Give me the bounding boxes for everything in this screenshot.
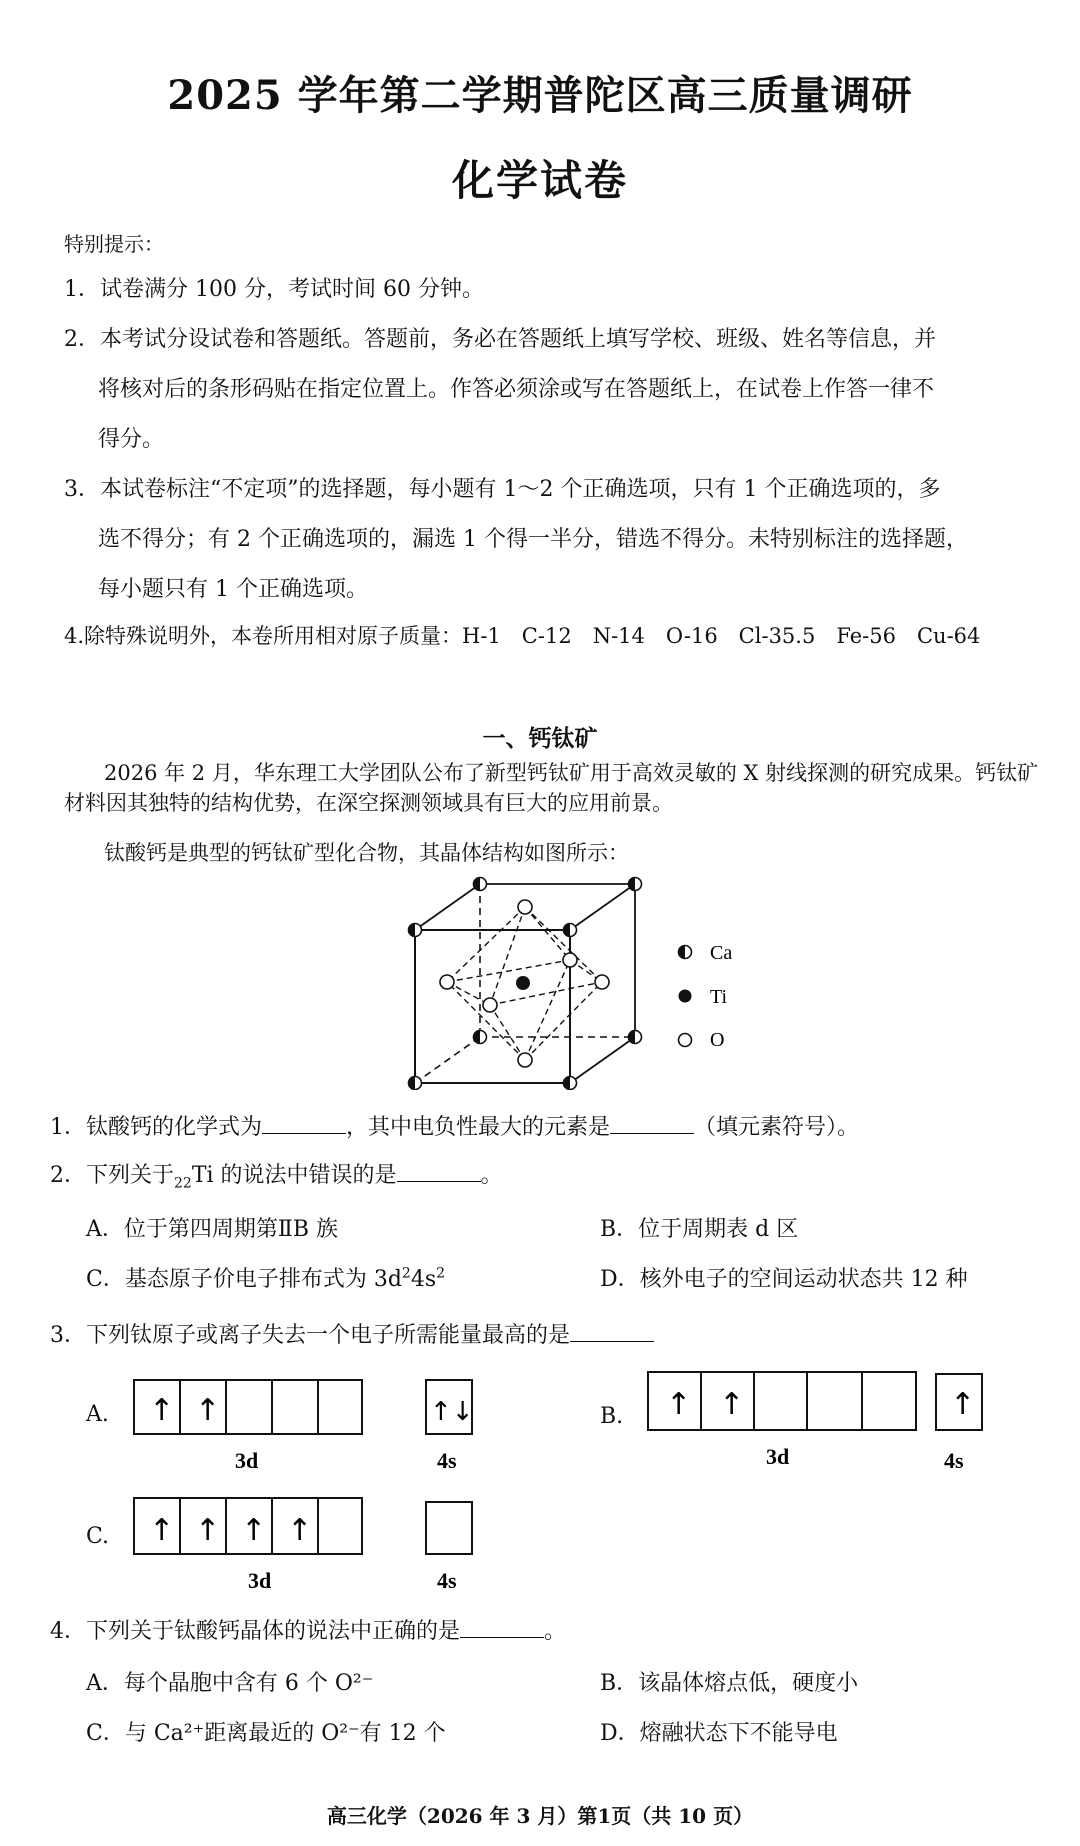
q3-option-c-label[interactable]: C. <box>86 1524 110 1549</box>
label-4s: 4s <box>437 1448 457 1473</box>
question-4: 4．下列关于钛酸钙晶体的说法中正确的是 。 <box>50 1619 567 1644</box>
note-item-3-line1: 3．本试卷标注“不定项”的选择题，每小题有 1～2 个正确选项，只有 1 个正确选项的，多 <box>64 477 941 502</box>
note-item-2-line3: 得分。 <box>98 427 165 452</box>
q3-option-c-diagram <box>130 1494 490 1594</box>
label-3d: 3d <box>235 1448 259 1473</box>
up-arrow: ↑ <box>666 1387 692 1422</box>
note-item-2-line1: 2．本考试分设试卷和答题纸。答题前，务必在答题纸上填写学校、班级、姓名等信息，并 <box>64 327 937 352</box>
question-3: 3．下列钛原子或离子失去一个电子所需能量最高的是 <box>50 1318 654 1349</box>
label-3d: 3d <box>766 1444 790 1469</box>
o-atom <box>440 975 454 989</box>
legend-ca-symbol <box>679 946 692 959</box>
q3-option-a-label[interactable]: A. <box>86 1402 109 1427</box>
up-arrow: ↑ <box>195 1513 221 1548</box>
legend-ti-symbol <box>679 990 692 1003</box>
q2-option-d[interactable]: D．核外电子的空间运动状态共 12 种 <box>600 1267 968 1292</box>
page-footer: 高三化学（2026 年 3 月）第1页（共 10 页） <box>326 1804 754 1828</box>
q4-option-a[interactable]: A．每个晶胞中含有 6 个 O²⁻ <box>86 1671 374 1696</box>
up-arrow: ↑ <box>241 1513 267 1548</box>
note-item-4: 4.除特殊说明外，本卷所用相对原子质量：H-1 C-12 N-14 O-16 Cl-35.5 Fe-56 Cu-64 <box>64 624 981 648</box>
o-atom <box>518 900 532 914</box>
up-arrow: ↑ <box>719 1387 745 1422</box>
question-2: 2．下列关于$_{22}$Ti 的说法中错误的是 。 <box>50 1163 503 1192</box>
legend-ca-label: Ca <box>710 942 733 964</box>
answer-blank[interactable] <box>262 1115 346 1134</box>
legend-o-symbol <box>679 1034 692 1047</box>
answer-blank[interactable] <box>460 1619 544 1638</box>
note-item-3-line2: 选不得分；有 2 个正确选项的，漏选 1 个得一半分，错选不得分。未特别标注的选择题， <box>98 527 968 552</box>
answer-blank[interactable] <box>570 1323 654 1342</box>
cube-edge <box>570 884 635 930</box>
q4-option-c[interactable]: C．与 Ca²⁺距离最近的 O²⁻有 12 个 <box>86 1721 446 1746</box>
q2-option-c[interactable]: C．基态原子价电子排布式为 $3d^24s^2$ <box>86 1265 446 1292</box>
answer-blank[interactable] <box>397 1163 481 1182</box>
q2-option-a[interactable]: A．位于第四周期第ⅡB 族 <box>86 1217 339 1242</box>
q3-option-b-label[interactable]: B. <box>600 1404 624 1429</box>
up-arrow: ↑ <box>149 1393 175 1428</box>
cube-edge <box>570 1037 635 1083</box>
cube-edge-hidden <box>415 1037 480 1083</box>
o-atom <box>563 953 577 967</box>
exam-title: 2025 学年第二学期普陀区高三质量调研 <box>167 72 913 119</box>
updown-arrow: ↑↓ <box>430 1397 474 1427</box>
o-atom <box>518 1053 532 1067</box>
q4-option-b[interactable]: B．该晶体熔点低，硬度小 <box>600 1671 859 1696</box>
q3-option-b-diagram <box>644 1368 1004 1476</box>
q2-option-b[interactable]: B．位于周期表 d 区 <box>600 1217 799 1242</box>
label-4s: 4s <box>944 1448 964 1473</box>
label-4s: 4s <box>437 1568 457 1593</box>
note-item-3-line3: 每小题只有 1 个正确选项。 <box>98 577 368 602</box>
intro-paragraph: 2026 年 2 月，华东理工大学团队公布了新型钙钛矿用于高效灵敏的 X 射线探测的研究成果。钙钛矿材料因其独特的结构优势，在深空探测领域具有巨大的应用前景。 <box>64 761 1039 816</box>
crystal-structure-diagram <box>390 870 770 1090</box>
question-1: 1．钛酸钙的化学式为 ，其中电负性最大的元素是 （填元素符号）。 <box>50 1115 860 1140</box>
up-arrow: ↑ <box>149 1513 175 1548</box>
subject-title: 化学试卷 <box>451 156 628 205</box>
o-atom <box>483 998 497 1012</box>
up-arrow: ↑ <box>950 1387 976 1422</box>
structure-intro: 钛酸钙是典型的钙钛矿型化合物，其晶体结构如图所示： <box>104 841 629 865</box>
note-item-1: 1．试卷满分 100 分，考试时间 60 分钟。 <box>64 277 484 302</box>
answer-blank[interactable] <box>610 1115 694 1134</box>
q3-option-a-diagram <box>130 1376 490 1476</box>
up-arrow: ↑ <box>195 1393 221 1428</box>
legend-o-label: O <box>710 1029 725 1051</box>
o-atom <box>595 975 609 989</box>
label-3d: 3d <box>248 1568 272 1593</box>
section-title: 一、钙钛矿 <box>482 725 598 752</box>
cube-edge <box>415 884 480 930</box>
ti-atom <box>516 976 530 990</box>
legend-ti-label: Ti <box>710 986 728 1008</box>
note-item-2-line2: 将核对后的条形码贴在指定位置上。作答必须涂或写在答题纸上，在试卷上作答一律不 <box>98 377 935 402</box>
q4-option-d[interactable]: D．熔融状态下不能导电 <box>600 1721 838 1746</box>
up-arrow: ↑ <box>287 1513 313 1548</box>
notes-heading: 特别提示： <box>64 232 164 256</box>
